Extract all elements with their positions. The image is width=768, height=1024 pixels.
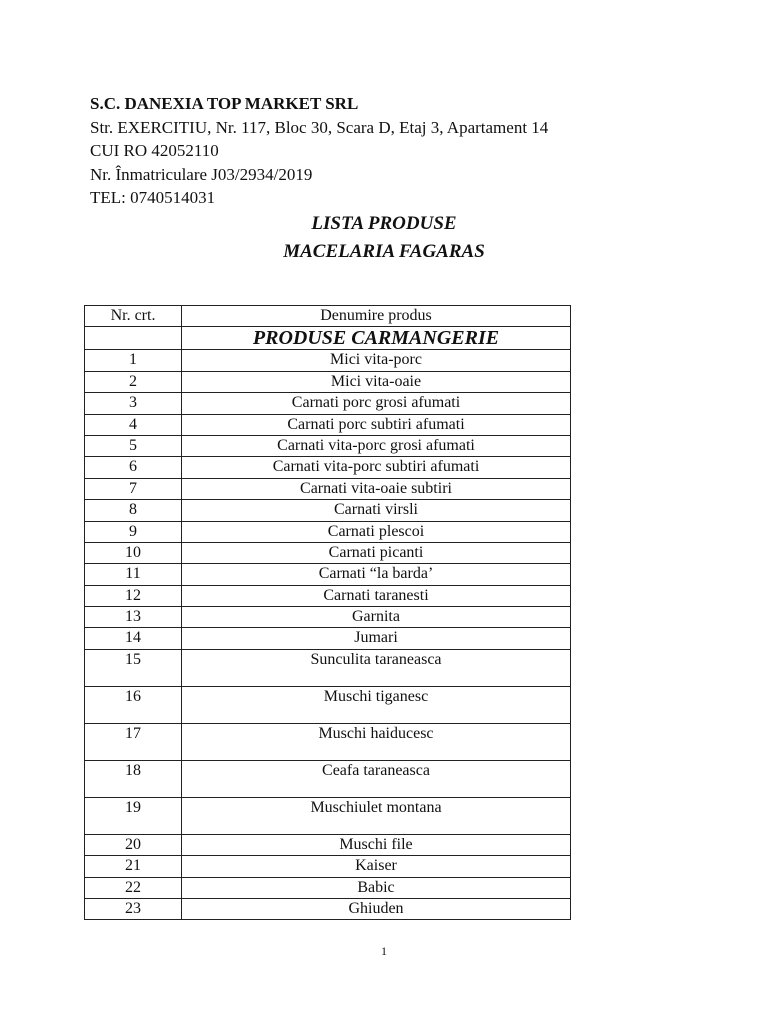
table-row: [85, 564, 571, 585]
table-row: [85, 834, 571, 855]
table-row: [85, 760, 571, 797]
product-name: Mici vita-porc: [182, 350, 571, 371]
document-title: LISTA PRODUSE: [311, 213, 457, 234]
product-name: Mici vita-oaie: [182, 371, 571, 392]
row-number: 18: [85, 760, 182, 797]
product-name: Carnati vita-oaie subtiri: [182, 478, 571, 499]
row-number: 8: [85, 500, 182, 521]
table-row: [85, 607, 571, 628]
row-number: 11: [85, 564, 182, 585]
table-row: [85, 899, 571, 920]
row-number: 16: [85, 686, 182, 723]
product-name: Muschi file: [182, 834, 571, 855]
category-label: PRODUSE CARMANGERIE: [182, 327, 571, 350]
product-name: Muschiulet montana: [182, 797, 571, 834]
table-row: [85, 723, 571, 760]
page-number: 1: [381, 944, 387, 958]
product-name: Carnati picanti: [182, 542, 571, 563]
row-number: 5: [85, 435, 182, 456]
product-name: Carnati vita-porc grosi afumati: [182, 435, 571, 456]
document-subtitle: MACELARIA FAGARAS: [283, 241, 485, 262]
table-row: [85, 371, 571, 392]
product-name: Sunculita taraneasca: [182, 649, 571, 686]
product-name: Ceafa taraneasca: [182, 760, 571, 797]
company-address: Str. EXERCITIU, Nr. 117, Bloc 30, Scara D, Etaj 3, Apartament 14: [90, 117, 549, 137]
company-phone: TEL: 0740514031: [90, 188, 216, 207]
table-row: [85, 797, 571, 834]
product-name: Kaiser: [182, 856, 571, 877]
category-row: [85, 327, 571, 350]
row-number: 14: [85, 628, 182, 649]
table-row: [85, 585, 571, 606]
product-name: Ghiuden: [182, 899, 571, 920]
product-name: Babic: [182, 877, 571, 898]
row-number: 3: [85, 393, 182, 414]
table-row: [85, 649, 571, 686]
header-nr: Nr. crt.: [85, 306, 182, 327]
company-registration: Nr. Înmatriculare J03/2934/2019: [90, 164, 313, 184]
row-number: 7: [85, 478, 182, 499]
table-row: [85, 686, 571, 723]
table-row: [85, 457, 571, 478]
row-number: 20: [85, 834, 182, 855]
table-row: [85, 521, 571, 542]
table-row: [85, 877, 571, 898]
product-name: Jumari: [182, 628, 571, 649]
product-name: Carnati taranesti: [182, 585, 571, 606]
row-number: 23: [85, 899, 182, 920]
table-row: [85, 414, 571, 435]
table-row: [85, 435, 571, 456]
row-number: 19: [85, 797, 182, 834]
table-row: [85, 542, 571, 563]
product-name: Carnati porc grosi afumati: [182, 393, 571, 414]
product-table: [84, 305, 571, 920]
table-row: [85, 628, 571, 649]
product-name: Carnati plescoi: [182, 521, 571, 542]
row-number: 21: [85, 856, 182, 877]
row-number: 9: [85, 521, 182, 542]
row-number: 4: [85, 414, 182, 435]
row-number: 15: [85, 649, 182, 686]
table-row: [85, 350, 571, 371]
row-number: 2: [85, 371, 182, 392]
row-number: 10: [85, 542, 182, 563]
product-name: Muschi tiganesc: [182, 686, 571, 723]
company-name: S.C. DANEXIA TOP MARKET SRL: [90, 94, 359, 113]
row-number: 17: [85, 723, 182, 760]
table-row: [85, 478, 571, 499]
product-name: Muschi haiducesc: [182, 723, 571, 760]
table-row: [85, 856, 571, 877]
table-row: [85, 500, 571, 521]
product-name: Carnati porc subtiri afumati: [182, 414, 571, 435]
header-name: Denumire produs: [182, 306, 571, 327]
row-number: 6: [85, 457, 182, 478]
row-number: 22: [85, 877, 182, 898]
row-number: 12: [85, 585, 182, 606]
category-empty-cell: [85, 327, 182, 350]
product-name: Garnita: [182, 607, 571, 628]
product-name: Carnati vita-porc subtiri afumati: [182, 457, 571, 478]
table-row: [85, 393, 571, 414]
row-number: 13: [85, 607, 182, 628]
company-cui: CUI RO 42052110: [90, 141, 219, 160]
table-header-row: [85, 306, 571, 327]
product-name: Carnati virsli: [182, 500, 571, 521]
company-header: [90, 92, 548, 210]
product-name: Carnati “la barda’: [182, 564, 571, 585]
row-number: 1: [85, 350, 182, 371]
